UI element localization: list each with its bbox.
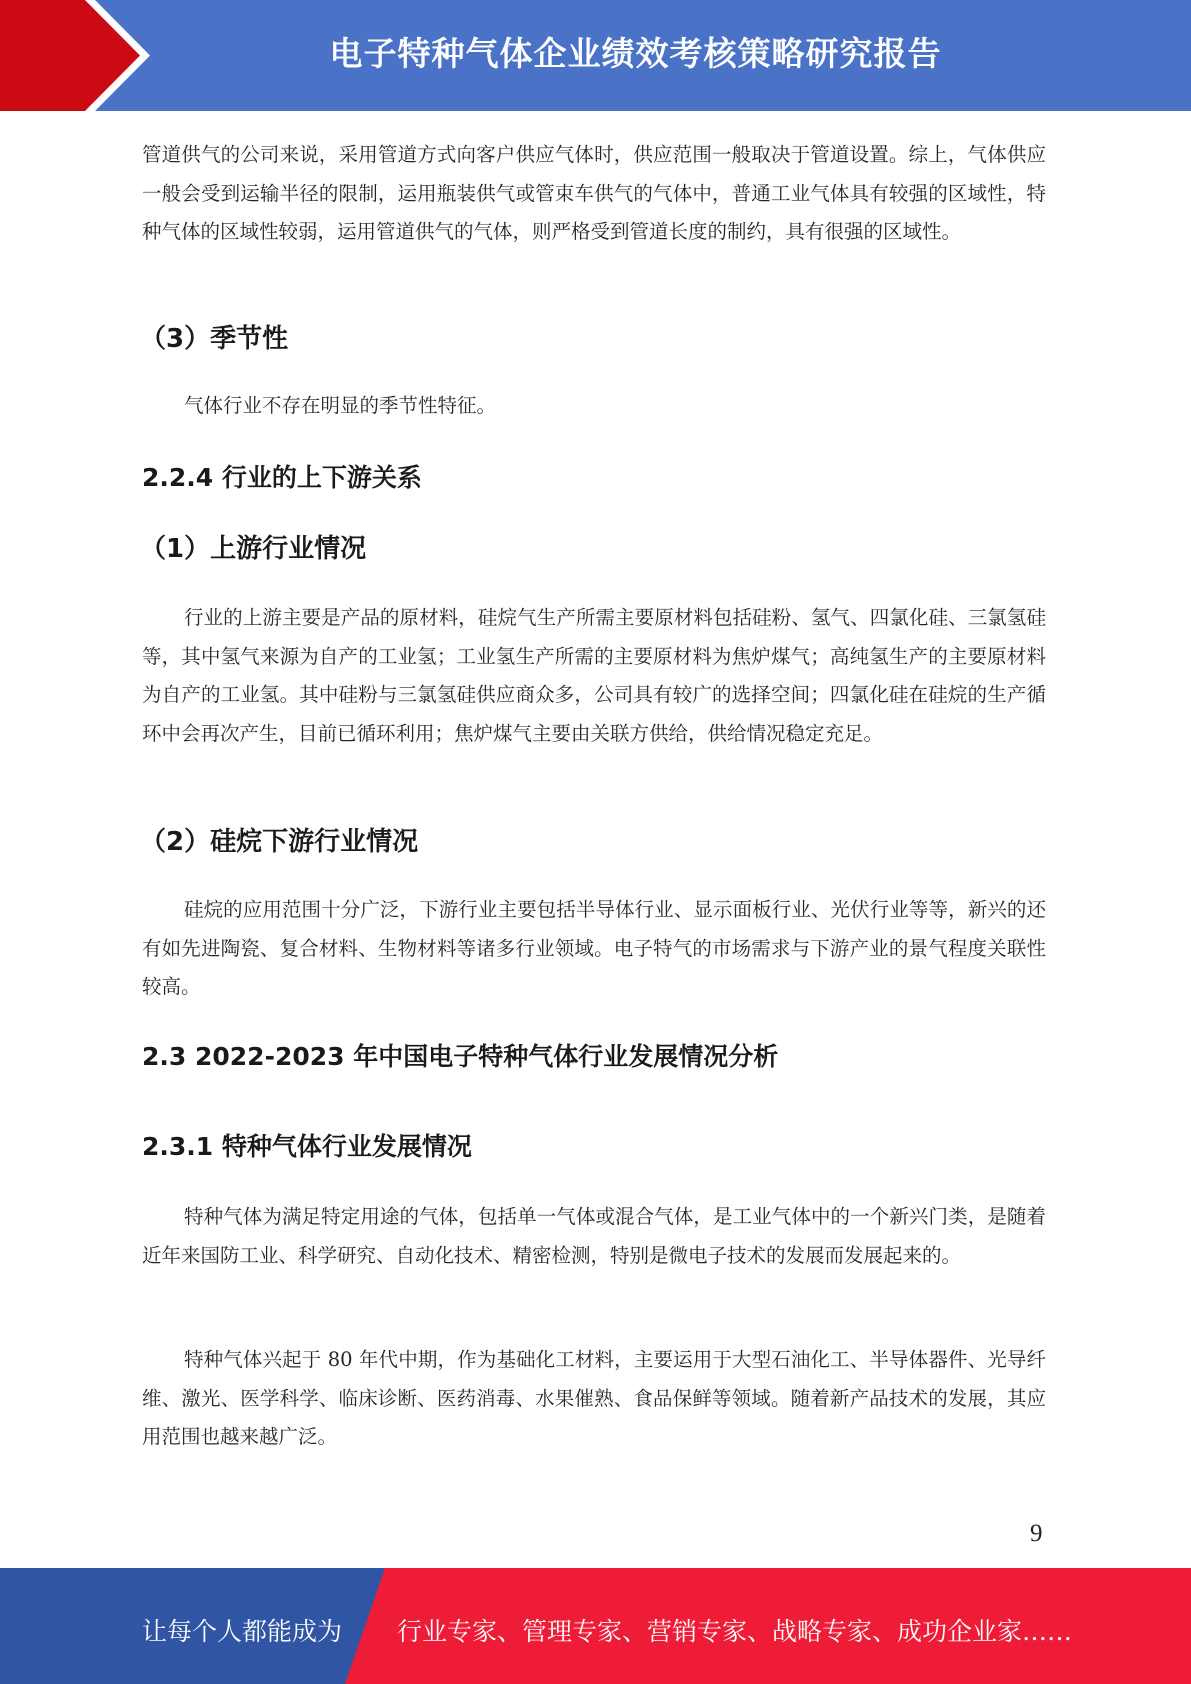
header-chevron-decoration bbox=[0, 0, 160, 111]
heading-seasonality: （3）季节性 bbox=[140, 324, 289, 354]
heading-2-2-4: 2.2.4 行业的上下游关系 bbox=[142, 463, 422, 492]
page-number: 9 bbox=[1030, 1520, 1043, 1547]
report-title: 电子特种气体企业绩效考核策略研究报告 bbox=[329, 34, 942, 73]
paragraph-continued: 管道供气的公司来说，采用管道方式向客户供应气体时，供应范围一般取决于管道设置。综上，气体供应一般会受到运输半径的限制，运用瓶装供气或管束车供气的气体中，普通工业气体具有较强的区域性，特种气体的区域性较弱，运用管道供气的气体，则严格受到管道长度的制约，具有很强的区域性。 bbox=[142, 143, 1046, 243]
page-footer bbox=[0, 1568, 1191, 1684]
heading-downstream: （2）硅烷下游行业情况 bbox=[140, 827, 419, 857]
paragraph-special-gas-2: 特种气体兴起于 80 年代中期，作为基础化工材料，主要运用于大型石油化工、半导体器件、光导纤维、激光、医学科学、临床诊断、医药消毒、水果催熟、食品保鲜等领域。随着新产品技术的发展，其应用范围也越来越广泛。 bbox=[142, 1348, 1046, 1448]
paragraph-special-gas-1: 特种气体为满足特定用途的气体，包括单一气体或混合气体，是工业气体中的一个新兴门类，是随着近年来国防工业、科学研究、自动化技术、精密检测，特别是微电子技术的发展而发展起来的。 bbox=[142, 1205, 1046, 1267]
heading-2-3: 2.3 2022-2023 年中国电子特种气体行业发展情况分析 bbox=[142, 1042, 779, 1071]
paragraph-downstream: 硅烷的应用范围十分广泛，下游行业主要包括半导体行业、显示面板行业、光伏行业等等，新兴的还有如先进陶瓷、复合材料、生物材料等诸多行业领域。电子特气的市场需求与下游产业的景气程度关联性较高。 bbox=[142, 898, 1046, 998]
paragraph-upstream: 行业的上游主要是产品的原材料，硅烷气生产所需主要原材料包括硅粉、氢气、四氯化硅、三氯氢硅等，其中氢气来源为自产的工业氢；工业氢生产所需的主要原材料为焦炉煤气；高纯氢生产的主要原材料为自产的工业氢。其中硅粉与三氯氢硅供应商众多，公司具有较广的选择空间；四氯化硅在硅烷的生产循环中会再次产生，目前已循环利用；焦炉煤气主要由关联方供给，供给情况稳定充足。 bbox=[142, 606, 1046, 745]
footer-slogan-right: 行业专家、管理专家、营销专家、战略专家、成功企业家…… bbox=[397, 1617, 1073, 1646]
heading-upstream: （1）上游行业情况 bbox=[140, 534, 367, 564]
page-header bbox=[0, 0, 1191, 111]
heading-2-3-1: 2.3.1 特种气体行业发展情况 bbox=[142, 1132, 472, 1161]
footer-slogan-left: 让每个人都能成为 bbox=[142, 1617, 343, 1646]
paragraph-seasonality: 气体行业不存在明显的季节性特征。 bbox=[184, 394, 497, 417]
